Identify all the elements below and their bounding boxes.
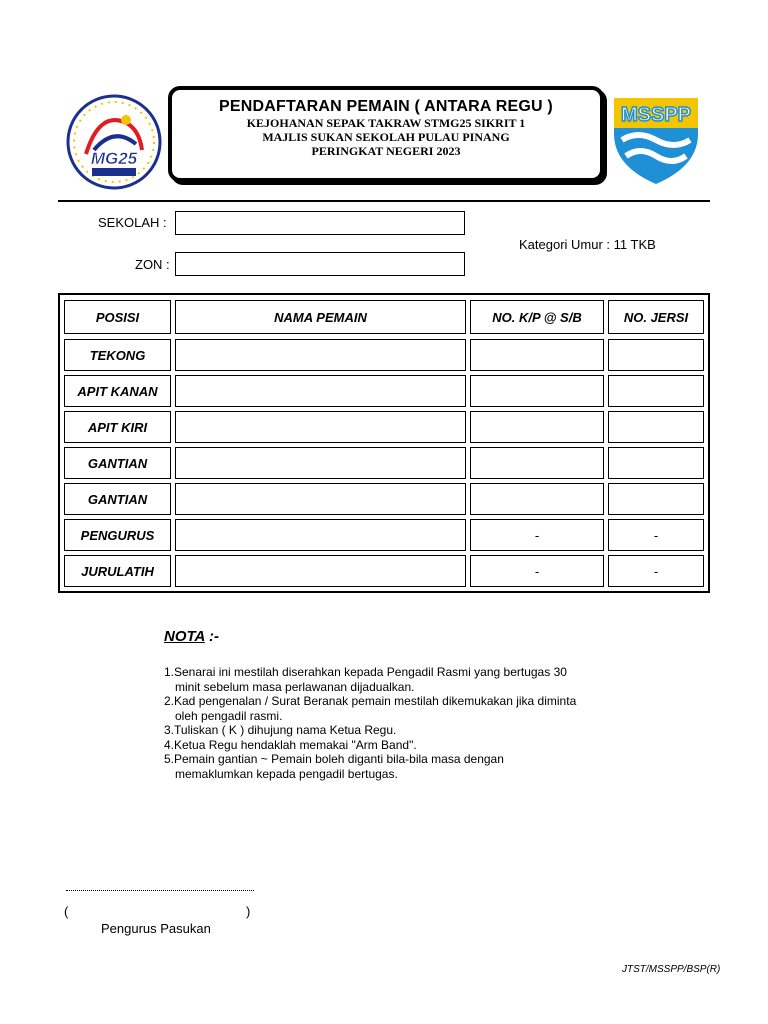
nota-line: minit sebelum masa perlawanan dijadualkan. [175, 679, 415, 694]
sekolah-field[interactable] [175, 211, 465, 235]
msspp-shield-logo [608, 94, 704, 186]
row-nama-field[interactable] [175, 375, 466, 407]
subtitle-line-2: MAJLIS SUKAN SEKOLAH PULAU PINANG [262, 130, 510, 144]
mg25-logo [64, 92, 164, 192]
row-posisi: JURULATIH [64, 555, 171, 587]
row-kp-field[interactable] [470, 447, 604, 479]
nota-line: oleh pengadil rasmi. [175, 708, 283, 723]
nota-line: memaklumkan kepada pengadil bertugas. [175, 766, 398, 781]
row-kp-field[interactable] [470, 411, 604, 443]
row-kp-field[interactable] [470, 483, 604, 515]
signature-line[interactable] [66, 890, 254, 891]
nota-list [164, 665, 624, 781]
row-posisi: PENGURUS [64, 519, 171, 551]
row-jersi-field: - [608, 519, 704, 551]
signature-label: Pengurus Pasukan [101, 921, 211, 936]
header-no-kp: NO. K/P @ S/B [470, 300, 604, 334]
zon-field[interactable] [175, 252, 465, 276]
row-kp-field: - [470, 519, 604, 551]
row-nama-field[interactable] [175, 447, 466, 479]
zon-label: ZON : [135, 257, 170, 272]
header-nama-pemain: NAMA PEMAIN [175, 300, 466, 334]
nota-title-word: NOTA [164, 628, 205, 645]
row-kp-field[interactable] [470, 375, 604, 407]
form-title: PENDAFTARAN PEMAIN ( ANTARA REGU ) [219, 98, 553, 115]
msspp-logo-text: MSSPP [620, 104, 692, 126]
row-kp-field: - [470, 555, 604, 587]
nota-title-suffix: :- [204, 628, 219, 645]
nota-line: 5.Pemain gantian ~ Pemain boleh diganti bila-bila masa dengan [164, 752, 504, 766]
row-jersi-field[interactable] [608, 375, 704, 407]
nota-title [164, 628, 219, 645]
row-nama-field[interactable] [175, 519, 466, 551]
row-nama-field[interactable] [175, 483, 466, 515]
player-table [58, 293, 710, 593]
row-kp-field[interactable] [470, 339, 604, 371]
signature-paren-close: ) [246, 904, 251, 919]
row-jersi-field[interactable] [608, 411, 704, 443]
row-posisi: GANTIAN [64, 447, 171, 479]
header-divider [58, 200, 710, 202]
signature-paren-open: ( [64, 904, 69, 919]
row-posisi: GANTIAN [64, 483, 171, 515]
subtitle-line-1: KEJOHANAN SEPAK TAKRAW STMG25 SIKRIT 1 [246, 116, 526, 130]
footer-code: JTST/MSSPP/BSP(R) [622, 964, 721, 975]
sekolah-label: SEKOLAH : [98, 215, 167, 230]
nota-line: 4.Ketua Regu hendaklah memakai "Arm Band". [164, 737, 417, 752]
row-posisi: APIT KIRI [64, 411, 171, 443]
nota-line: 1.Senarai ini mestilah diserahkan kepada Pengadil Rasmi yang bertugas 30 [164, 665, 567, 679]
header-no-jersi: NO. JERSI [608, 300, 704, 334]
row-posisi: APIT KANAN [64, 375, 171, 407]
kategori-umur: Kategori Umur : 11 TKB [519, 237, 656, 252]
subtitle-line-3: PERINGKAT NEGERI 2023 [311, 144, 461, 158]
header-posisi: POSISI [64, 300, 171, 334]
title-box [168, 86, 604, 182]
row-posisi: TEKONG [64, 339, 171, 371]
row-nama-field[interactable] [175, 555, 466, 587]
nota-line: 3.Tuliskan ( K ) dihujung nama Ketua Regu. [164, 723, 397, 737]
row-jersi-field[interactable] [608, 339, 704, 371]
row-jersi-field[interactable] [608, 447, 704, 479]
nota-line: 2.Kad pengenalan / Surat Beranak pemain mestilah dikemukakan jika diminta [164, 694, 577, 708]
row-jersi-field: - [608, 555, 704, 587]
mg25-logo-text: MG25 [90, 149, 138, 168]
row-jersi-field[interactable] [608, 483, 704, 515]
row-nama-field[interactable] [175, 411, 466, 443]
row-nama-field[interactable] [175, 339, 466, 371]
